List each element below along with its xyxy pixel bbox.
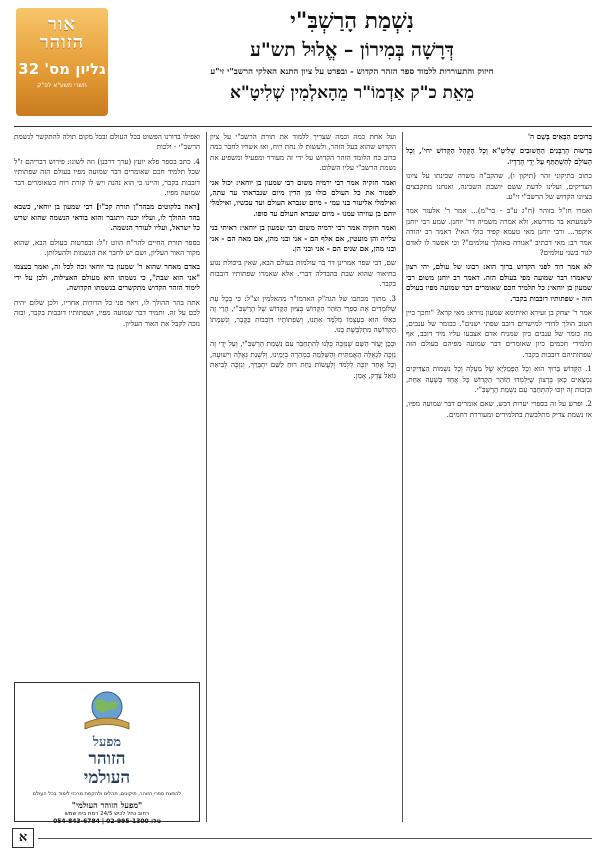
paragraph: 1. הַקָּדוֹשׁ בָּרוּךְ הוּא וְכָל הַפָּמַלְיָא שֶׁל מַעְלָה וְכָל נִשְׁמוֹת הַצַּדִּיקִים נִמְצָאִים כָּאן בְּרָצוֹן שֶׁיִּלְמְדוּ הַזֹּהַר הַקָּדוֹשׁ כָּל אֶחָד בְּשָׁעָה אַחַת, וּבִזְכוּת זֶה יִזְכּוּ לְהִתְחַבֵּר עִם נִשְׁמַת הָרַשְׁבִּ"י. [406,364,592,394]
page-number: א [12,828,34,848]
paragraph: בְּרוּכִים הַבָּאִים בְּשֵׁם ה' [527,132,592,141]
header-divider [14,126,592,127]
header-description: חיזוק והתעוררות ללמוד ספר הזהר הקדוש - ובפרט על ציון התנא האלקי הרשב"י זי"ע [210,67,494,77]
column-divider [402,132,403,822]
footer-divider [38,838,592,839]
ad-address: רחוב נחל לכיש 24/5 רמת בית שמש [64,811,150,817]
ad-title-line2: הזוהר [88,749,126,769]
globe-book-icon [77,689,137,733]
paragraph: וּבְכֵן יַעֲזֹר הַשֵּׁם שֶׁנִּזְכֶּה כֻּלָּנוּ לְהִתְחַבֵּר עִם נִשְׁמַת הָרַשְׁבִּ"י, וְעַל יְדֵי זֶה נִזְכֶּה לִגְאֻלָּה הָאֲמִתִּית וְהַשְּׁלֵמָה בִּמְהֵרָה בְיָמֵינוּ, וְלִשְׁנַת גְּאֻלָּה וִישׁוּעָה, וְכָל אֶחָד יִזְכֶּה לִלְמֹד וְלַעֲשׂוֹת נַחַת רוּחַ לַשֵּׁם יִתְבָּרַךְ, וְנִזְכֶּה לְבִיאַת גּוֹאֵל צֶדֶק, אָמֵן. [210,339,396,380]
advertisement-box [14,682,200,825]
paragraph: בספר תורת החיים להר"ח הווט ז"ל: ובפרטות בעולם הבא, שהוא מקור האור העליון, ושם יש לחבר את הנשמות ולהעלותן. [14,237,200,258]
ad-description: להפצת ספרי הזוהר, תיקונים, תהלים ולהקמת מרכזי לימוד בכל העולם [32,791,182,797]
paragraph: [ראה בלקוטים מבהר"ן תורה קכ"ו] רבי שמעון בן יוחאי, כשבא בהר ההולך לו, ועליו יכנה ויתגבר והוא בודאי הנשמה שהוא שרש כל ישראל, ועליו לעורר הנשמה. [14,202,200,233]
ad-title-line3: העולמי [83,768,131,788]
issue-date: תשרי תשע"א לפ"ק [37,82,87,89]
column-divider [206,132,207,822]
paragraph: באדם מאחר שהוא ר' שמעון בר יוחאי זכה לכל זה, ואמר בעצמו "אני הוא שבת", כי נשמתו היא מעולם האצילות, ולכן על ידי לימוד הזהר הקדוש מתקשרים בנשמתו הקדושה. [14,262,200,293]
paragraph: לא אמר דוד לפני הקדוש ברוך הוא: רבונו של עולם, יהי רצון שיאמרו דבר שמועה מפי בעולם הזה. דאמר רב יוחנן משום רבי שמעון בן יוחאי: כל תלמיד חכם שאומרים דבר שמועה מפיו בעולם הזה - שפתותיו דובבות בקבר. [406,262,592,303]
author-line: מֵאֵת כ"ק אַדְמוֹ"ר מֵהָאלְמִין שְׁלִיטָ"א [229,83,475,103]
paragraph: 2. ופרש על זה בספרי יערות דבש, שאם אומרים דבר שמועה מפיו, אז נשמת צדיק מתלבשת בתלמידים ומעוררת רחמים. [406,399,592,419]
header [112,8,592,104]
badge-logo: אור הזוהר [39,14,85,53]
paragraph: ואמר חזקיה אמר רבי ירמיה משום רבי שמעון בן יוחאי: ראיתי בני עלייה והן מועטין, אם אלף הם - אני ובני מהן, אם מאה הם - אני ובני מהן, אם שנים הם - אני ובני הן. [210,223,396,254]
paragraph: ואמרו חז"ל בזוהר (ח"ג ע"ב - בר"מ)... אמר ר' אלעזר אמר לשמעתא בר מדרשא, ולא אמרה משמיה דר' יוחנן. שמע רבי יוחנן איקפד... ורבי יוחנן מאי טעמא קפיד כולי האי? דאמר רב יהודה אמר רב: מאי דכתיב "אגורה באהלך עולמים"? וכי אפשר לו לאדם לגור בשני עולמים? [406,206,592,258]
paragraph: 4. כתב בספר פלא יועץ (ערך דרבנן) וזה לשונו: פירוש דבריהם ז"ל שכל תלמיד חכם שאומרים דבר שמועה מפיו בעולם הזה שפתותיו דובבות בקבר, והיינו כי הוא נהנה ויש לו קורת רוח כשאומרים דבר שמועה מפיו. [14,156,200,198]
paragraph: ואמר חזקיה אמר רבי ירמיה משום רבי שמעון בן יוחאי: יכול אני לפטור את כל העולם כולו מן הדין מיום שנבראתי עד עתה, ואילמלי אליעזר בני עמי - מיום שנברא העולם ועד עכשיו, ואילמלי יותם בן עוזיהו עמנו - מיום שנברא העולם עד סופו. [210,177,396,218]
column-right [406,132,592,822]
paragraph: 3. מתוך מכתבו של הגה"ק האדמו"ר מהאלמין זצ"ל: כִּי בְּכָל עֵת שֶׁלּוֹמְדִים אֶת סִפְרֵי הַזֹּהַר הַקָּדוֹשׁ בְּצִיּוּן הַקָּדוֹשׁ שֶׁל הָרַשְׁבִּ"י, הֲרֵי זֶה כְּאִלּוּ הוּא בְּעַצְמוֹ מְלַמֵּד אִתָּנוּ, וְשִׂפְתוֹתָיו דּוֹבְבוֹת בַּקֶּבֶר, וְנִשְׁמָתוֹ הַקְּדוֹשָׁה מִתְלַבֶּשֶׁת בָּנוּ. [210,293,396,334]
ad-phone: טל: 02-995-1300 | 054-843-6784 [53,818,161,825]
paragraph: כתוב בתיקוני זהר (תיקון ו), שהקב"ה משרה שכינתו על ציונו הצדיקים, ועלינו לדעת ששם יושבת השכינה, ואנחנו מתקבצים בציונו הקדוש של הרשב"י זי"ע. [406,171,592,202]
paragraph: שם, דבי שפר אמרינן דר בר עולמות בעולם הבא, שאין ביכולת נגוע בתיאור שהוא שבת בהבדלה דברי. אלא שאמרו שפתותיו דובבות בקבר. [210,258,396,289]
ad-title-line1: מפעל [92,735,122,750]
paragraph: ועל אחת כמה וכמה שצריך ללמוד את תורת הרשב"י על ציון הקדוש שהוא בעל הזהר, ולעשות לו נחת רוח, ואז אשריו לחבר כמה ברוב כח הלומד הזהר הקדוש על ידי זה מעורר ומפעיל ומשפיע את נשמת הרשב"י עליו השלום. [210,132,396,173]
issue-badge [16,8,108,116]
paragraph: אמר ר' יצחק בן זעירא ואיתימא שמעון נזירא: מאי קרא? "וחכך כיין הטוב הולך לדודי למישרים דובב שפתי ישנים". ככומר של ענבים, מה כומר של ענבים כיון שמניח אדם אצבעו עליו מיד דובב, אף תלמידי חכמים כיון שאומרים דבר שמועה מפיהם בעולם הזה שפתותיהם דובבות בקבר. [406,308,592,359]
page-subtitle: דְּרָשָׁה בְּמִירוֹן – אֱלוּל תש"ע [250,39,454,61]
issue-number: גליון מס' 32 [18,60,106,78]
paragraph: בִּרְשׁוּת הָרַבָּנִים הַחֲשׁוּבִים שְׁלִיטָ"א וְכָל הַקָּהָל הַקָּדוֹשׁ יחי', וְכָל הָעוֹלָם לְהִשְׁתַּתֵּף עַל יְדֵי הָרַדְיוֹ. [406,146,592,166]
paragraph: אתה בהר ההולך לו, ויאר פני כל הדורות אחריו, ולכן שלום יהיה לכם על זה. ותמיד דבר שמועה מפיו, ושפתותיו דובבות בקבר, ובזה נזכה לקבל את האור העליון. [14,297,200,328]
column-left [14,132,200,674]
ad-organization: "מפעל הזוהר העולמי" [71,800,143,810]
column-middle [210,132,396,822]
page-title: נִשְׁמַת הָרַשְׁבִּ"י [290,8,414,34]
paragraph: ואפילו בדורנו הפשוט בכל העולם ובכל מקום תולה להתקשר לנשמת הרשב"י - ולכות [14,132,200,152]
